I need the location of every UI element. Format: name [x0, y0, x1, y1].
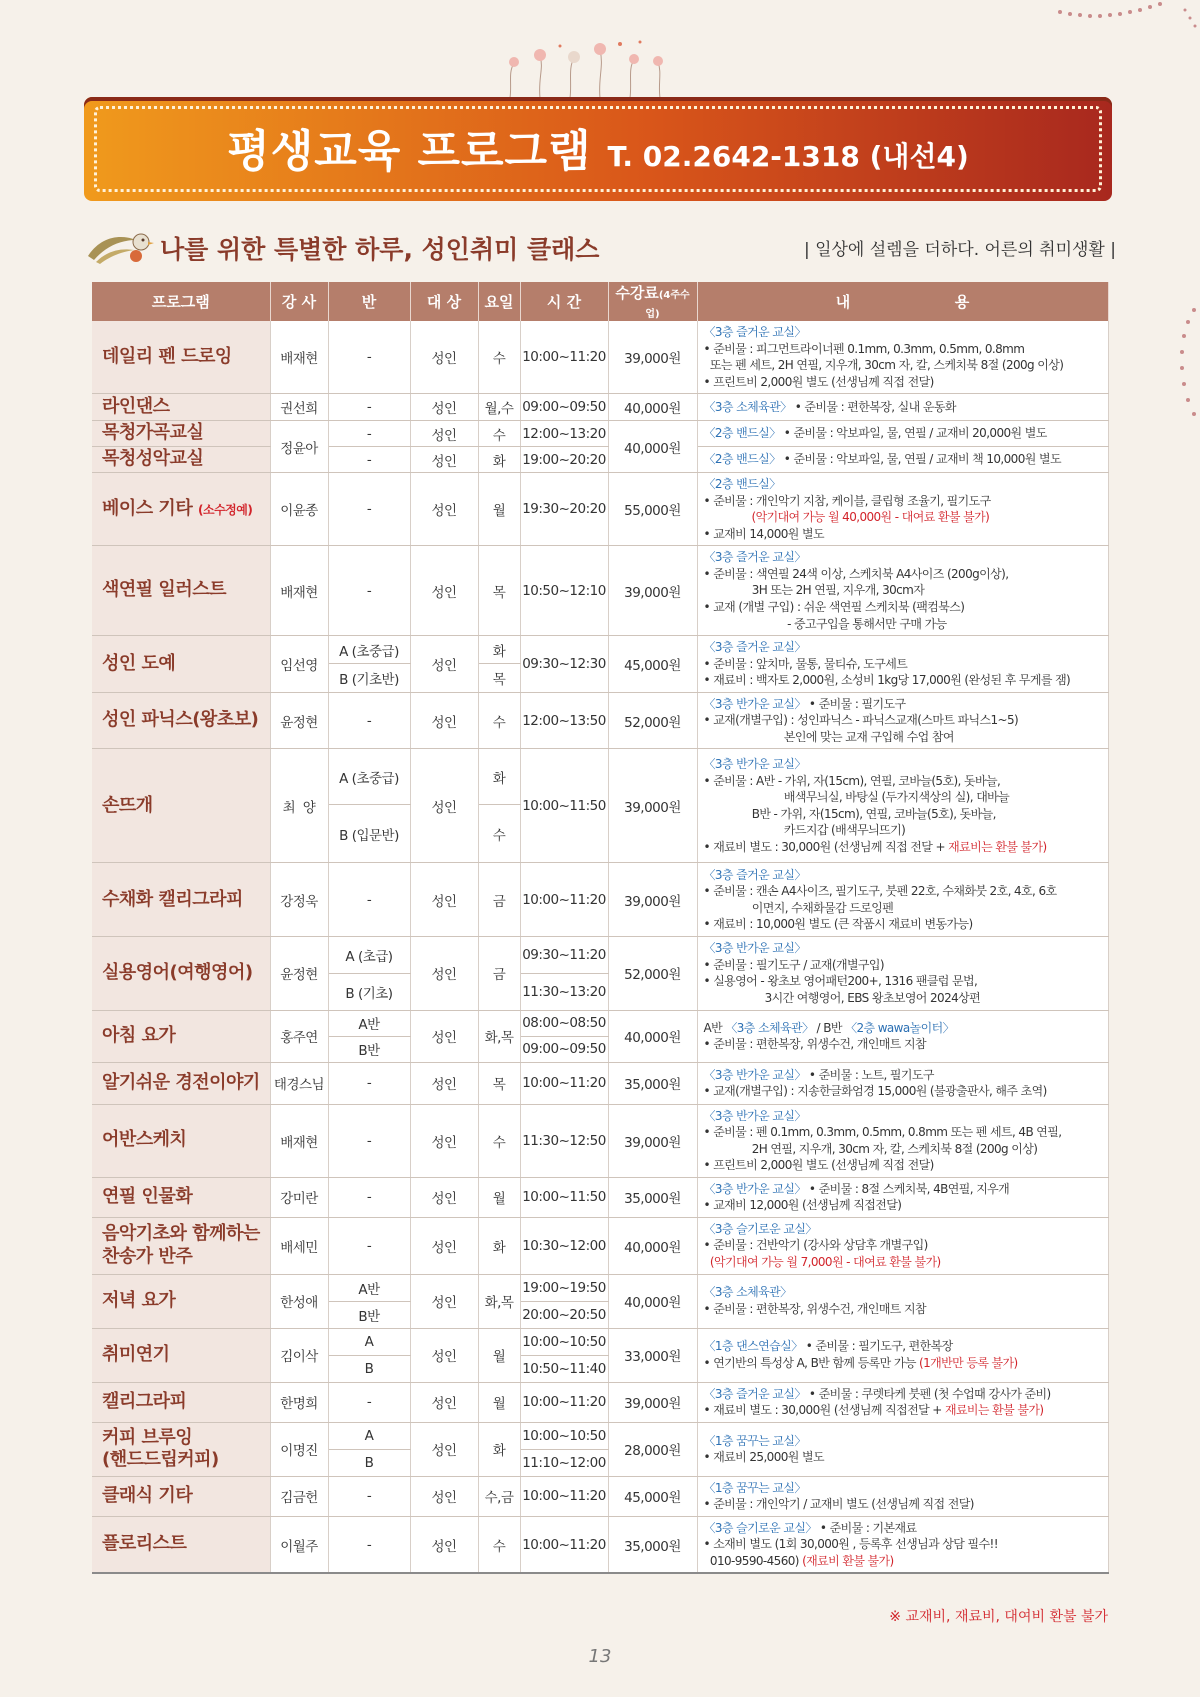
target: 성인: [410, 1177, 478, 1217]
time: 08:00~08:50: [520, 1010, 608, 1036]
day: 수: [478, 421, 520, 447]
table-row: [92, 1104, 1108, 1177]
time: 10:50~12:10: [520, 546, 608, 636]
program-name: 아침 요가: [92, 1010, 270, 1062]
table-row: [92, 473, 1108, 546]
content: 〈2층 밴드실〉 • 준비물 : 개인악기 지참, 케이블, 클립형 조율기, 필기도구 (악기대여 가능 월 40,000원 - 대여료 환불 불가) • 교재비 14,000원 별도: [697, 473, 1108, 546]
fee: 35,000원: [608, 1062, 697, 1104]
fee: 39,000원: [608, 321, 697, 394]
class: A (초급): [328, 937, 410, 974]
target: 성인: [410, 1422, 478, 1476]
decorative-side-dots: [1170, 300, 1200, 450]
class: -: [328, 1177, 410, 1217]
content: 〈3층 반가운 교실〉 • 준비물 : 펜 0.1mm, 0.3mm, 0.5mm, 0.8mm 또는 펜 세트, 4B 연필, 2H 연필, 지우개, 30cm 자, 칼, 스케치북 8절 (200g 이상) • 프린트비 2,000원 별도 (선생님께 직접 전달): [697, 1104, 1108, 1177]
table-row: [92, 1010, 1108, 1036]
class: A반: [328, 1010, 410, 1036]
class: B (입문반): [328, 805, 410, 863]
target: 성인: [410, 421, 478, 447]
day: 수: [478, 805, 520, 863]
day: 월: [478, 1328, 520, 1382]
content: 〈3층 즐거운 교실〉 • 준비물 : 앞치마, 물통, 물티슈, 도구세트 • 재료비 : 백자토 2,000원, 소성비 1kg당 17,000원 (완성된 후 무게를 잼): [697, 636, 1108, 693]
fee: 35,000원: [608, 1516, 697, 1573]
fee: 39,000원: [608, 1104, 697, 1177]
decorative-dots: [1000, 0, 1200, 50]
teacher: 임선영: [270, 636, 328, 693]
table-row: [92, 421, 1108, 447]
target: 성인: [410, 473, 478, 546]
teacher: 한명희: [270, 1382, 328, 1422]
teacher: 김이삭: [270, 1328, 328, 1382]
day: 화: [478, 447, 520, 473]
refund-note: ※ 교재비, 재료비, 대여비 환불 불가: [889, 1609, 1108, 1625]
table-row: [92, 1177, 1108, 1217]
target: 성인: [410, 692, 478, 749]
teacher: 배재현: [270, 321, 328, 394]
fee: 40,000원: [608, 1274, 697, 1328]
program-name: 성인 도예: [92, 636, 270, 693]
fee: 39,000원: [608, 546, 697, 636]
header-class: 반: [328, 282, 410, 321]
content: 〈3층 즐거운 교실〉 • 준비물 : 색연필 24색 이상, 스케치북 A4사이즈 (200g이상), 3H 또는 2H 연필, 지우개, 30cm자 • 교재 (개별 구입) : 쉬운 색연필 스케치북 (팩컴북스) - 중고구입을 통해서만 구매 가능: [697, 546, 1108, 636]
time: 10:30~12:00: [520, 1217, 608, 1274]
program-name: 손뜨개: [92, 749, 270, 863]
class: B: [328, 1355, 410, 1382]
time: 10:50~11:40: [520, 1355, 608, 1382]
content: 〈3층 반가운 교실〉 • 준비물 : A반 - 가위, 자(15cm), 연필, 코바늘(5호), 돗바늘, 배색무늬실, 바탕실 (두가지색상의 실), 대바늘 B반 - 가위, 자(15cm), 연필, 코바늘(5호), 돗바늘, 카드지갑 (배색무늬뜨기) • 재료비 별도 : 30,000원 (선생님께 직접 전달 + 재료비는 환불 불가): [697, 749, 1108, 863]
time: 12:00~13:20: [520, 421, 608, 447]
time: 19:00~19:50: [520, 1274, 608, 1301]
leaf-bird-icon: [86, 226, 156, 266]
time: 11:30~12:50: [520, 1104, 608, 1177]
class: A: [328, 1422, 410, 1449]
teacher: 배재현: [270, 1104, 328, 1177]
fee: 40,000원: [608, 421, 697, 473]
content: 〈3층 즐거운 교실〉 • 준비물 : 캔손 A4사이즈, 필기도구, 붓펜 22호, 수채화붓 2호, 4호, 6호 이면지, 수채화물감 드로잉펜 • 재료비 : 10,000원 별도 (큰 작품시 재료비 변동가능): [697, 863, 1108, 937]
fee: 28,000원: [608, 1422, 697, 1476]
day: 금: [478, 863, 520, 937]
class: A반: [328, 1274, 410, 1301]
day: 수,금: [478, 1476, 520, 1516]
target: 성인: [410, 1382, 478, 1422]
content: 〈1층 꿈꾸는 교실〉 • 준비물 : 개인악기 / 교재비 별도 (선생님께 직접 전달): [697, 1476, 1108, 1516]
fee: 39,000원: [608, 749, 697, 863]
class: B (기초반): [328, 664, 410, 692]
time: 11:30~13:20: [520, 973, 608, 1010]
table-row: [92, 1382, 1108, 1422]
target: 성인: [410, 863, 478, 937]
program-table: [92, 282, 1109, 1574]
time: 10:00~11:20: [520, 1382, 608, 1422]
table-row: [92, 1328, 1108, 1355]
program-name: 저녁 요가: [92, 1274, 270, 1328]
class: B반: [328, 1036, 410, 1062]
time: 09:30~12:30: [520, 636, 608, 693]
header-fee: 수강료(4주수업): [608, 282, 697, 321]
program-name: 플로리스트: [92, 1516, 270, 1573]
target: 성인: [410, 937, 478, 1010]
fee: 45,000원: [608, 1476, 697, 1516]
target: 성인: [410, 321, 478, 394]
program-name: 연필 인물화: [92, 1177, 270, 1217]
day: 화,목: [478, 1274, 520, 1328]
table-row: [92, 1422, 1108, 1449]
table-row: [92, 1476, 1108, 1516]
class: A (초중급): [328, 636, 410, 664]
table-row: [92, 937, 1108, 974]
title-banner: [84, 97, 1112, 201]
teacher: 김금헌: [270, 1476, 328, 1516]
table-row: [92, 749, 1108, 805]
day: 월: [478, 1177, 520, 1217]
day: 목: [478, 546, 520, 636]
target: 성인: [410, 1104, 478, 1177]
time: 19:30~20:20: [520, 473, 608, 546]
header-time: 시 간: [520, 282, 608, 321]
content: A반 〈3층 소체육관〉 / B반 〈2층 wawa놀이터〉 • 준비물 : 편한복장, 위생수건, 개인매트 지참: [697, 1010, 1108, 1062]
teacher: 강정욱: [270, 863, 328, 937]
time: 11:10~12:00: [520, 1449, 608, 1476]
phone-number: T. 02.2642-1318 (내선4): [607, 140, 969, 173]
program-name: 베이스 기타 (소수정예): [92, 473, 270, 546]
program-name: 데일리 펜 드로잉: [92, 321, 270, 394]
day: 목: [478, 1062, 520, 1104]
fee: 45,000원: [608, 636, 697, 693]
table-row: [92, 636, 1108, 664]
teacher: 윤정현: [270, 937, 328, 1010]
program-name: 목청성악교실: [92, 447, 270, 473]
time: 10:00~11:20: [520, 1476, 608, 1516]
teacher: 배세민: [270, 1217, 328, 1274]
time: 12:00~13:50: [520, 692, 608, 749]
class: -: [328, 1104, 410, 1177]
time: 10:00~11:50: [520, 749, 608, 863]
class: A: [328, 1328, 410, 1355]
table-row: [92, 1217, 1108, 1274]
time: 09:30~11:20: [520, 937, 608, 974]
header-day: 요일: [478, 282, 520, 321]
content: 〈3층 즐거운 교실〉 • 준비물 : 피그먼트라이너펜 0.1mm, 0.3mm, 0.5mm, 0.8mm 또는 펜 세트, 2H 연필, 지우개, 30cm 자, 칼, 스케치북 8절 (200g 이상) • 프린트비 2,000원 별도 (선생님께 직접 전달): [697, 321, 1108, 394]
target: 성인: [410, 1516, 478, 1573]
teacher: 정윤아: [270, 421, 328, 473]
program-name: 실용영어(여행영어): [92, 937, 270, 1010]
day: 월,수: [478, 394, 520, 421]
fee: 55,000원: [608, 473, 697, 546]
day: 수: [478, 1104, 520, 1177]
teacher: 윤정현: [270, 692, 328, 749]
content: 〈2층 밴드실〉 • 준비물 : 악보파일, 물, 연필 / 교재비 20,000원 별도: [697, 421, 1108, 447]
fee: 40,000원: [608, 1010, 697, 1062]
program-name: 취미연기: [92, 1328, 270, 1382]
time: 10:00~11:20: [520, 1062, 608, 1104]
content: 〈3층 반가운 교실〉 • 준비물 : 필기도구 • 교재(개별구입) : 성인파닉스 - 파닉스교재(스마트 파닉스1~5) 본인에 맞는 교재 구입해 수업 참여: [697, 692, 1108, 749]
header-content: 내 용: [697, 282, 1108, 321]
teacher: 이월주: [270, 1516, 328, 1573]
table-row: [92, 1274, 1108, 1301]
day: 화: [478, 1217, 520, 1274]
content: 〈3층 슬기로운 교실〉 • 준비물 : 건반악기 (강사와 상담후 개별구입) (악기대여 가능 월 7,000원 - 대여료 환불 불가): [697, 1217, 1108, 1274]
target: 성인: [410, 636, 478, 693]
target: 성인: [410, 1010, 478, 1062]
target: 성인: [410, 1274, 478, 1328]
content: 〈3층 소체육관〉 • 준비물 : 편한복장, 실내 운동화: [697, 394, 1108, 421]
content: 〈1층 댄스연습실〉 • 준비물 : 필기도구, 편한복장 • 연기반의 특성상 A, B반 함께 등록만 가능 (1개반만 등록 불가): [697, 1328, 1108, 1382]
program-name: 어반스케치: [92, 1104, 270, 1177]
class: B (기초): [328, 973, 410, 1010]
fee: 39,000원: [608, 1382, 697, 1422]
day: 금: [478, 937, 520, 1010]
day: 수: [478, 321, 520, 394]
teacher: 권선희: [270, 394, 328, 421]
time: 10:00~11:20: [520, 1516, 608, 1573]
day: 목: [478, 664, 520, 692]
day: 수: [478, 692, 520, 749]
content: 〈3층 즐거운 교실〉 • 준비물 : 쿠렛타케 붓펜 (첫 수업때 강사가 준비) • 재료비 별도 : 30,000원 (선생님께 직접전달 + 재료비는 환불 불가): [697, 1382, 1108, 1422]
target: 성인: [410, 1476, 478, 1516]
class: -: [328, 1516, 410, 1573]
table-row: [92, 1516, 1108, 1573]
section-tagline: | 일상에 설렘을 더하다. 어른의 취미생활 |: [803, 240, 1116, 260]
content: 〈3층 반가운 교실〉 • 준비물 : 노트, 필기도구 • 교재(개별구입) : 지송한글화엄경 15,000원 (불광출판사, 해주 초역): [697, 1062, 1108, 1104]
target: 성인: [410, 447, 478, 473]
teacher: 한성애: [270, 1274, 328, 1328]
teacher: 배재현: [270, 546, 328, 636]
table-row: [92, 863, 1108, 937]
time: 10:00~10:50: [520, 1328, 608, 1355]
time: 09:00~09:50: [520, 394, 608, 421]
day: 화,목: [478, 1010, 520, 1062]
target: 성인: [410, 1328, 478, 1382]
program-name: 알기쉬운 경전이야기: [92, 1062, 270, 1104]
target: 성인: [410, 546, 478, 636]
teacher: 최 양: [270, 749, 328, 863]
day: 수: [478, 1516, 520, 1573]
time: 19:00~20:20: [520, 447, 608, 473]
page-title: 평생교육 프로그램: [227, 126, 592, 177]
teacher: 이윤종: [270, 473, 328, 546]
day: 화: [478, 636, 520, 664]
class: B: [328, 1449, 410, 1476]
content: 〈3층 반가운 교실〉 • 준비물 : 필기도구 / 교재(개별구입) • 실용영어 - 왕초보 영어패턴200+, 1316 팬클럽 문법, 3시간 여행영어, EBS 왕초보영어 2024상편: [697, 937, 1108, 1010]
time: 10:00~11:20: [520, 863, 608, 937]
day: 월: [478, 1382, 520, 1422]
fee: 33,000원: [608, 1328, 697, 1382]
fee: 40,000원: [608, 1217, 697, 1274]
teacher: 태경스님: [270, 1062, 328, 1104]
class: B반: [328, 1301, 410, 1328]
program-name: 커피 브루잉 (핸드드립커피): [92, 1422, 270, 1476]
class: -: [328, 447, 410, 473]
day: 화: [478, 1422, 520, 1476]
class: -: [328, 1062, 410, 1104]
teacher: 이명진: [270, 1422, 328, 1476]
program-name: 음악기초와 함께하는 찬송가 반주: [92, 1217, 270, 1274]
target: 성인: [410, 1062, 478, 1104]
table-header-row: [92, 282, 1108, 321]
program-name: 라인댄스: [92, 394, 270, 421]
table-row: [92, 546, 1108, 636]
class: A (초중급): [328, 749, 410, 805]
class: -: [328, 1217, 410, 1274]
class: -: [328, 321, 410, 394]
content: 〈3층 슬기로운 교실〉 • 준비물 : 기본재료 • 소재비 별도 (1회 30,000원 , 등록후 선생님과 상담 필수!! 010-9590-4560) (재료비 환불 불가): [697, 1516, 1108, 1573]
class: -: [328, 1476, 410, 1516]
page-number: 13: [588, 1646, 612, 1667]
fee: 40,000원: [608, 394, 697, 421]
section-header: [86, 226, 1116, 266]
program-name: 성인 파닉스(왕초보): [92, 692, 270, 749]
program-name: 색연필 일러스트: [92, 546, 270, 636]
time: 20:00~20:50: [520, 1301, 608, 1328]
section-title: 나를 위한 특별한 하루, 성인취미 클래스: [160, 235, 600, 264]
fee: 52,000원: [608, 692, 697, 749]
target: 성인: [410, 394, 478, 421]
teacher: 강미란: [270, 1177, 328, 1217]
table-row: [92, 447, 1108, 473]
class: -: [328, 863, 410, 937]
content: 〈3층 소체육관〉 • 준비물 : 편한복장, 위생수건, 개인매트 지참: [697, 1274, 1108, 1328]
time: 10:00~10:50: [520, 1422, 608, 1449]
header-target: 대 상: [410, 282, 478, 321]
day: 화: [478, 749, 520, 805]
content: 〈2층 밴드실〉 • 준비물 : 악보파일, 물, 연필 / 교재비 책 10,000원 별도: [697, 447, 1108, 473]
fee: 39,000원: [608, 863, 697, 937]
teacher: 홍주연: [270, 1010, 328, 1062]
class: -: [328, 394, 410, 421]
program-name: 수채화 캘리그라피: [92, 863, 270, 937]
program-name: 클래식 기타: [92, 1476, 270, 1516]
class: -: [328, 546, 410, 636]
class: -: [328, 421, 410, 447]
time: 09:00~09:50: [520, 1036, 608, 1062]
class: -: [328, 473, 410, 546]
day: 월: [478, 473, 520, 546]
header-program: 프로그램: [92, 282, 270, 321]
table-row: [92, 1062, 1108, 1104]
target: 성인: [410, 1217, 478, 1274]
fee: 35,000원: [608, 1177, 697, 1217]
fee: 52,000원: [608, 937, 697, 1010]
table-row: [92, 321, 1108, 394]
table-row: [92, 692, 1108, 749]
content: 〈1층 꿈꾸는 교실〉 • 재료비 25,000원 별도: [697, 1422, 1108, 1476]
flower-decoration-icon: [500, 38, 700, 98]
program-name: 목청가곡교실: [92, 421, 270, 447]
time: 10:00~11:20: [520, 321, 608, 394]
time: 10:00~11:50: [520, 1177, 608, 1217]
target: 성인: [410, 749, 478, 863]
content: 〈3층 반가운 교실〉 • 준비물 : 8절 스케치북, 4B연필, 지우개 • 교재비 12,000원 (선생님께 직접전달): [697, 1177, 1108, 1217]
header-teacher: 강 사: [270, 282, 328, 321]
table-row: [92, 394, 1108, 421]
class: -: [328, 692, 410, 749]
class: -: [328, 1382, 410, 1422]
program-name: 캘리그라피: [92, 1382, 270, 1422]
